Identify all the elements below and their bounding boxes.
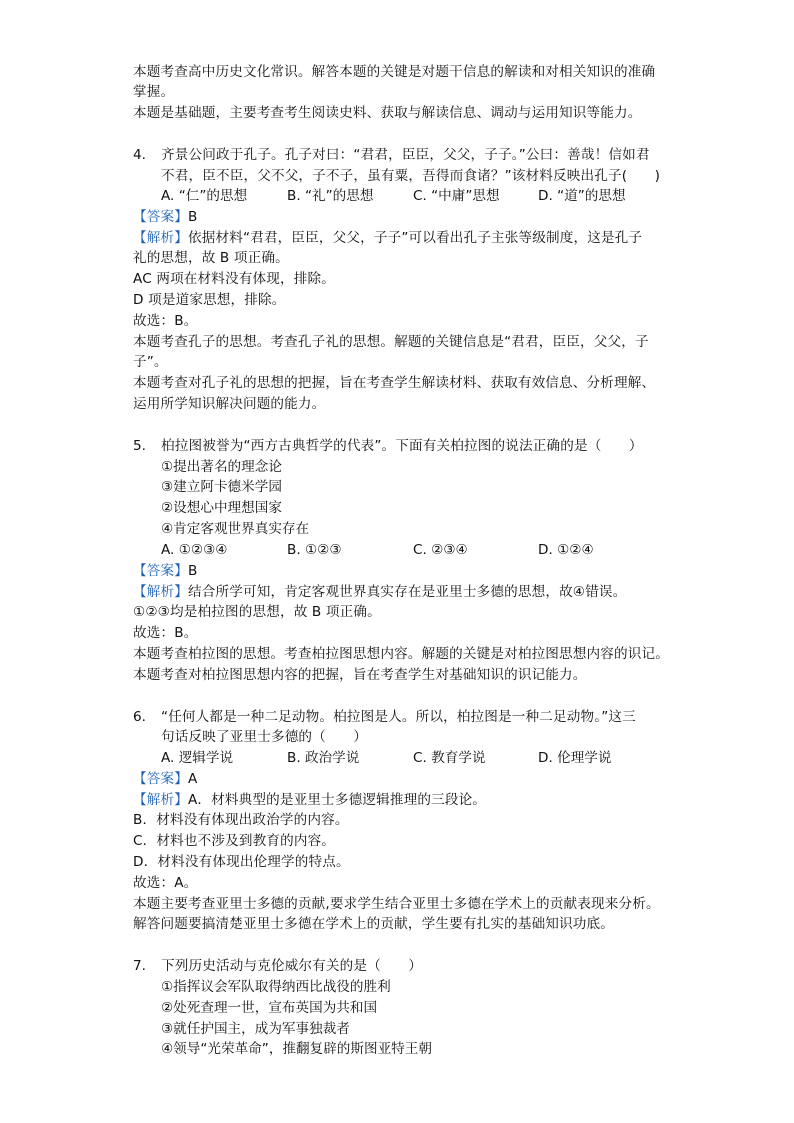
question-6-analysis-3: C．材料也不涉及到教育的内容。 (133, 833, 336, 849)
question-5-number: 5. (133, 438, 146, 454)
question-6-stem: “任何人都是一种二足动物。柏拉图是人。所以，柏拉图是一种二足动物。”这三 (161, 709, 636, 725)
option-c: C. ②③④ (413, 542, 468, 558)
option-c: C. 教育学说 (413, 750, 486, 766)
answer-tag: 【答案】 (133, 209, 188, 225)
analysis-text: A．材料典型的是亚里士多德逻辑推理的三段论。 (187, 792, 487, 808)
question-7-item-3: ③就任护国主，成为军事独裁者 (161, 1021, 350, 1037)
question-5-analysis-1 (133, 582, 626, 602)
question-4-analysis-4: D 项是道家思想，排除。 (133, 292, 286, 308)
option-c: C. “中庸”思想 (413, 188, 500, 204)
question-4-choose: 故选：B。 (133, 313, 198, 329)
question-4-analysis-3: AC 两项在材料没有体现，排除。 (133, 271, 335, 287)
question-5-item-2: ③建立阿卡德米学园 (161, 479, 282, 495)
option-b: B. ①②③ (287, 542, 342, 558)
question-5-options (161, 540, 721, 560)
question-4-note-4: 运用所学知识解决问题的能力。 (133, 396, 326, 412)
question-7-number: 7. (133, 958, 146, 974)
option-b: B. “礼”的思想 (287, 188, 374, 204)
question-6-analysis-1 (133, 790, 486, 810)
option-b: B. 政治学说 (287, 750, 360, 766)
option-a: A. ①②③④ (161, 542, 228, 558)
question-4-analysis-1 (133, 228, 642, 248)
option-d: D. 伦理学说 (538, 750, 612, 766)
answer-value: B (187, 563, 198, 579)
question-4-note-3: 本题考查对孔子礼的思想的把握，旨在考查学生解读材料、获取有效信息、分析理解、 (133, 375, 656, 391)
answer-value: A (187, 771, 198, 787)
question-5-item-4: ④肯定客观世界真实存在 (161, 521, 310, 537)
question-7-item-4: ④领导“光荣革命”，推翻复辟的斯图亚特王朝 (161, 1041, 432, 1057)
question-7-item-1: ①指挥议会军队取得纳西比战役的胜利 (161, 979, 391, 995)
analysis-tag: 【解析】 (133, 230, 188, 246)
question-5-analysis-2: ①②③均是柏拉图的思想，故 B 项正确。 (133, 604, 381, 620)
answer-value: B (187, 209, 198, 225)
analysis-text: 结合所学可知，肯定客观世界真实存在是亚里士多德的思想，故④错误。 (187, 584, 627, 600)
question-5-stem: 柏拉图被誉为“西方古典哲学的代表”。下面有关柏拉图的说法正确的是（ ） (161, 438, 643, 454)
question-5-answer (133, 561, 197, 581)
analysis-tag: 【解析】 (133, 584, 188, 600)
intro-line-2: 掌握。 (133, 84, 175, 100)
question-6-options (161, 748, 721, 768)
answer-tag: 【答案】 (133, 771, 188, 787)
question-4-note-1: 本题考查孔子的思想。考查孔子礼的思想。解题的关键信息是“君君，臣臣，父父，子 (133, 334, 649, 350)
question-6-number: 6. (133, 709, 146, 725)
analysis-text: 依据材料“君君，臣臣，父父，子子”可以看出孔子主张等级制度，这是孔子 (187, 230, 643, 246)
question-5-item-1: ①提出著名的理念论 (161, 459, 282, 475)
analysis-tag: 【解析】 (133, 792, 188, 808)
option-d: D. ①②④ (538, 542, 594, 558)
question-6-note-2: 解答问题要搞清楚亚里士多德在学术上的贡献，学生要有扎实的基础知识功底。 (133, 916, 615, 932)
option-d: D. “道”的思想 (538, 188, 626, 204)
answer-tag: 【答案】 (133, 563, 188, 579)
intro-line-3: 本题是基础题，主要考查考生阅读史料、获取与解读信息、调动与运用知识等能力。 (133, 105, 642, 121)
question-4-note-2: 子”。 (133, 354, 168, 370)
question-5-item-3: ②设想心中理想国家 (161, 500, 282, 516)
question-5-choose: 故选：B。 (133, 625, 198, 641)
question-7-item-2: ②处死查理一世，宣布英国为共和国 (161, 1000, 378, 1016)
question-4-stem-cont: 不君，臣不臣，父不父，子不子，虽有粟，吾得而食诸？”该材料反映出孔子( ) (161, 168, 661, 184)
question-4-number: 4. (133, 147, 146, 163)
question-6-choose: 故选：A。 (133, 875, 198, 891)
question-4-answer (133, 207, 197, 227)
question-6-answer (133, 769, 197, 789)
option-a: A. 逻辑学说 (161, 750, 234, 766)
question-4-options (161, 186, 721, 206)
question-5-note-2: 本题考查对柏拉图思想内容的把握，旨在考查学生对基础知识的识记能力。 (133, 667, 587, 683)
intro-line-1: 本题考查高中历史文化常识。解答本题的关键是对题干信息的解读和对相关知识的准确 (133, 64, 656, 80)
question-7-stem: 下列历史活动与克伦威尔有关的是（ ） (161, 958, 423, 974)
question-4-stem: 齐景公问政于孔子。孔子对曰：“君君，臣臣，父父，子子。”公曰：善哉！信如君 (161, 147, 650, 163)
question-4-analysis-2: 礼的思想，故 B 项正确。 (133, 250, 289, 266)
question-6-note-1: 本题主要考查亚里士多德的贡献,要求学生结合亚里士多德在学术上的贡献表现来分析。 (133, 896, 660, 912)
option-a: A. “仁”的思想 (161, 188, 248, 204)
question-5-note-1: 本题考查柏拉图的思想。考查柏拉图思想内容。解题的关键是对柏拉图思想内容的识记。 (133, 646, 670, 662)
question-6-analysis-4: D．材料没有体现出伦理学的特点。 (133, 854, 350, 870)
question-6-stem-cont: 句话反映了亚里士多德的（ ） (161, 729, 368, 745)
question-6-analysis-2: B．材料没有体现出政治学的内容。 (133, 812, 349, 828)
